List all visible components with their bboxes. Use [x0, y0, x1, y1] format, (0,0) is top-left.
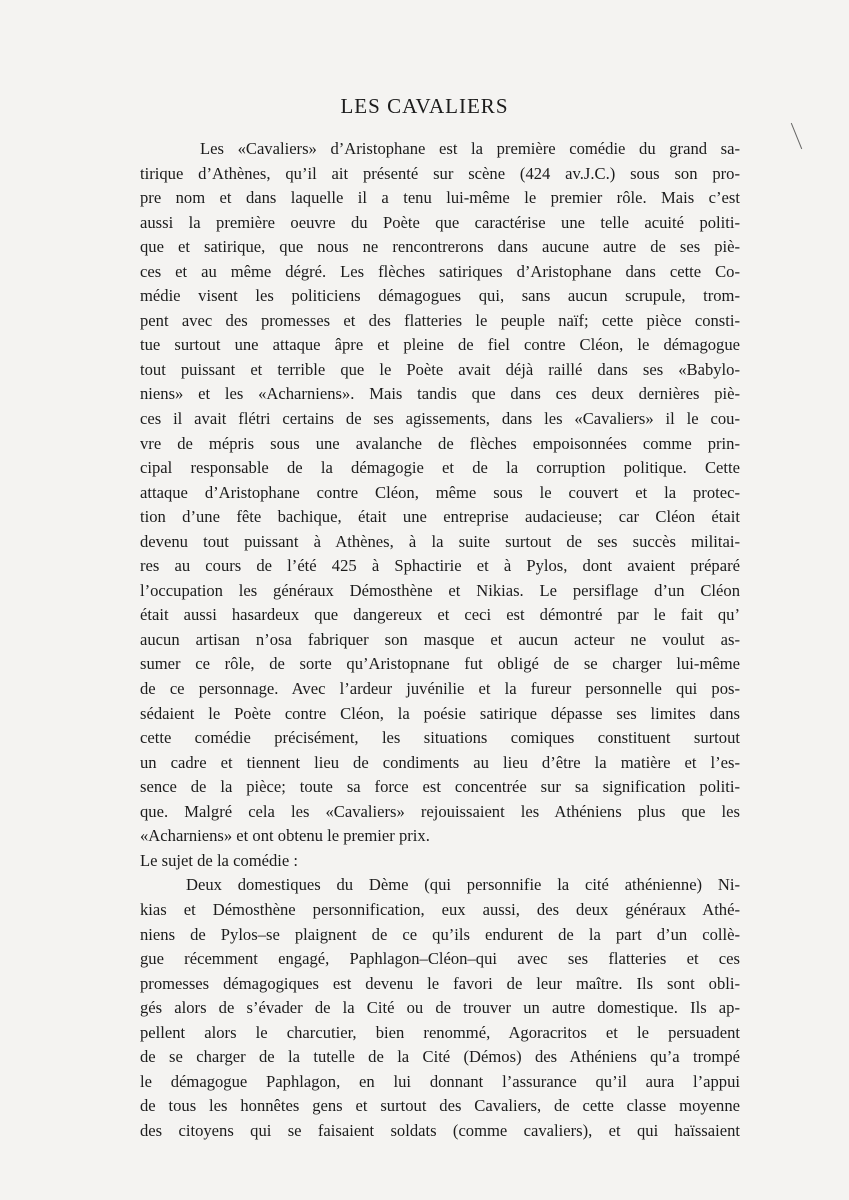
text-line: aucun artisan n’osa fabriquer son masque et aucun acteur ne voulut as-	[140, 629, 740, 649]
page-title: LES CAVALIERS	[340, 94, 509, 118]
text-line: médie visent les politiciens démagogues qui, sans aucun scrupule, trom-	[140, 286, 740, 306]
text-line: l’occupation les généraux Démosthène et Nikias. Le persiflage d’un Cléon	[140, 580, 740, 600]
text-line: pre nom et dans laquelle il a tenu lui-même le premier rôle. Mais c’est	[140, 188, 740, 208]
body-text	[140, 137, 740, 1143]
text-line: de ce personnage. Avec l’ardeur juvénilie et la fureur personnelle qui pos-	[140, 679, 740, 699]
text-line: le démagogue Paphlagon, en lui donnant l’assurance qu’il aura l’appui	[140, 1071, 740, 1091]
text-line: kias et Démosthène personnification, eux aussi, des deux généraux Athé-	[140, 899, 740, 919]
paragraph-1	[140, 137, 740, 849]
text-line: que et satirique, que nous ne rencontrerons dans aucune autre de ses piè-	[140, 237, 740, 257]
text-line: sumer ce rôle, de sorte qu’Aristopnane fut obligé de se charger lui-même	[140, 654, 740, 674]
text-line: devenu tout puissant à Athènes, à la suite surtout de ses succès militai-	[140, 531, 740, 551]
text-line: un cadre et tiennent lieu de condiments au lieu d’être la matière et l’es-	[140, 752, 740, 772]
text-line: promesses démagogiques est devenu le favori de leur maître. Ils sont obli-	[140, 973, 740, 993]
text-line: ces il avait flétri certains de ses agissements, dans les «Cavaliers» il le cou-	[140, 409, 740, 429]
text-line: tout puissant et terrible que le Poète avait déjà raillé dans ses «Babylo-	[140, 359, 740, 379]
text-line: cette comédie précisément, les situations comiques constituent surtout	[140, 728, 740, 748]
margin-mark	[791, 123, 802, 149]
text-line: Les «Cavaliers» d’Aristophane est la première comédie du grand sa-	[200, 139, 740, 158]
text-line: gue récemment engagé, Paphlagon–Cléon–qui avec ses flatteries et ces	[140, 949, 740, 969]
text-line: ces et au même dégré. Les flèches satiriques d’Aristophane dans cette Co-	[140, 261, 740, 281]
text-line: de se charger de la tutelle de la Cité (Démos) des Athéniens qu’a trompé	[140, 1047, 740, 1067]
text-line: aussi la première oeuvre du Poète que caractérise une telle acuité politi-	[140, 212, 740, 232]
text-line: niens» et les «Acharniens». Mais tandis que dans ces deux dernières piè-	[140, 384, 740, 404]
paragraph-2	[140, 873, 740, 1143]
text-line: des citoyens qui se faisaient soldats (comme cavaliers), et qui haïssaient	[140, 1120, 740, 1140]
text-line: sédaient le Poète contre Cléon, la poésie satirique dépasse ses limites dans	[140, 703, 740, 723]
text-line: tion d’une fête bachique, était une entreprise audacieuse; car Cléon était	[140, 507, 740, 527]
text-line: de tous les honnêtes gens et surtout des Cavaliers, de cette classe moyenne	[140, 1096, 740, 1116]
text-line: tue surtout une attaque âpre et pleine de fiel contre Cléon, le démagogue	[140, 335, 740, 355]
text-line: tirique d’Athènes, qu’il ait présenté sur scène (424 av.J.C.) sous son pro-	[140, 163, 740, 183]
subject-heading: Le sujet de la comédie :	[140, 850, 299, 870]
text-line: vre de mépris sous une avalanche de flèches empoisonnées comme prin-	[140, 433, 740, 453]
text-line: était aussi hasardeux que dangereux et ceci est démontré par le fait qu’	[140, 605, 740, 625]
text-line: attaque d’Aristophane contre Cléon, même sous le couvert et la protec-	[140, 482, 740, 502]
text-line: cipal responsable de la démagogie et de la corruption politique. Cette	[140, 458, 740, 478]
text-line: gés alors de s’évader de la Cité ou de trouver un autre domestique. Ils ap-	[140, 998, 740, 1018]
text-line: «Acharniens» et ont obtenu le premier prix.	[140, 826, 430, 846]
text-line: Deux domestiques du Dème (qui personnifie la cité athénienne) Ni-	[186, 875, 740, 895]
text-line: sence de la pièce; toute sa force est concentrée sur sa signification politi-	[140, 777, 740, 797]
text-line: pent avec des promesses et des flatteries le peuple naïf; cette pièce consti-	[140, 310, 740, 330]
text-line: pellent alors le charcutier, bien renommé, Agoracritos et le persuadent	[140, 1022, 740, 1042]
text-line: res au cours de l’été 425 à Sphactirie et à Pylos, dont avaient préparé	[140, 556, 740, 576]
text-line: que. Malgré cela les «Cavaliers» rejouissaient les Athéniens plus que les	[140, 801, 740, 821]
text-line: niens de Pylos–se plaignent de ce qu’ils endurent de la part d’un collè-	[140, 924, 740, 944]
